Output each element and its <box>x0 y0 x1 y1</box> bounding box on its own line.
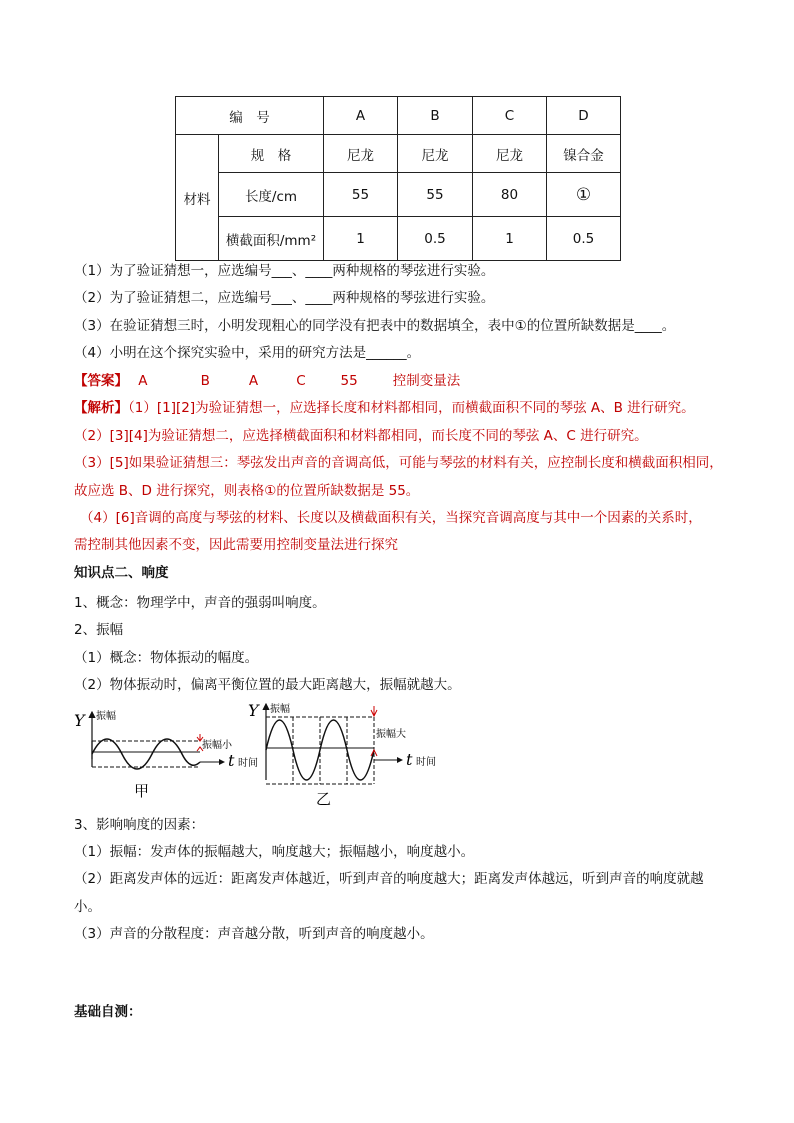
self-test-title: 基础自测： <box>74 1004 142 1020</box>
question-4: （4）小明在这个探究实验中，采用的研究方法是______。 <box>74 345 421 361</box>
knowledge-line: 1、概念：物理学中，声音的强弱叫响度。 <box>74 595 326 611</box>
factor-line: 3、影响响度的因素： <box>74 817 205 833</box>
row-label-length: 长度/cm <box>219 173 324 217</box>
table-cell: 0.5 <box>398 217 473 261</box>
section-title: 知识点二、响度 <box>74 565 169 581</box>
string-spec-table <box>175 96 621 261</box>
t-axis-label: t <box>228 751 235 770</box>
col-header-a: A <box>324 97 398 135</box>
knowledge-line: （1）概念：物体振动的幅度。 <box>74 650 259 666</box>
analysis-label: 【解析】 <box>74 400 128 416</box>
analysis-line-2: （2）[3][4]为验证猜想二，应选择横截面积和材料都相同，而长度不同的琴弦 A、C 进行研究。 <box>74 428 648 444</box>
answer-item: 控制变量法 <box>392 373 461 389</box>
amplitude-large-diagram <box>246 700 442 810</box>
material-group-label: 材料 <box>176 135 219 261</box>
factor-line: 小。 <box>74 899 101 915</box>
answer-item: B <box>200 373 210 389</box>
table-cell: 尼龙 <box>324 135 398 173</box>
y-axis-label: Y <box>248 701 259 720</box>
row-label-area: 横截面积/mm² <box>219 217 324 261</box>
amplitude-label: 振幅 <box>96 711 116 722</box>
question-2: （2）为了验证猜想二，应选编号___、____两种规格的琴弦进行实验。 <box>74 290 495 306</box>
answer-item: A <box>248 373 259 389</box>
amplitude-small-diagram <box>72 704 258 804</box>
table-cell: 80 <box>473 173 547 217</box>
table-cell: 55 <box>324 173 398 217</box>
table-cell: 1 <box>324 217 398 261</box>
question-1: （1）为了验证猜想一，应选编号___、____两种规格的琴弦进行实验。 <box>74 263 495 279</box>
table-cell: 尼龙 <box>398 135 473 173</box>
knowledge-line: 2、振幅 <box>74 622 124 638</box>
caption: 乙 <box>316 790 332 808</box>
table-header-label: 编 号 <box>176 97 324 135</box>
row-label-spec: 规 格 <box>219 135 324 173</box>
analysis-line-6: 需控制其他因素不变，因此需要用控制变量法进行探究 <box>74 537 398 553</box>
col-header-d: D <box>547 97 621 135</box>
table-cell: 1 <box>473 217 547 261</box>
y-axis-label: Y <box>74 711 85 730</box>
analysis-line-4: 故应选 B、D 进行探究，则表格①的位置所缺数据是 55。 <box>74 483 420 499</box>
analysis-line-5: （4）[6]音调的高度与琴弦的材料、长度以及横截面积有关，当探究音调高度与其中一个因素的关系时， <box>80 510 702 526</box>
knowledge-line: （2）物体振动时，偏离平衡位置的最大距离越大，振幅就越大。 <box>74 677 461 693</box>
t-axis-label: t <box>406 750 413 769</box>
caption: 甲 <box>134 782 150 800</box>
question-3: （3）在验证猜想三时，小明发现粗心的同学没有把表中的数据填全，表中①的位置所缺数据是____。 <box>74 318 676 334</box>
factor-line: （2）距离发声体的远近：距离发声体越近，听到声音的响度越大；距离发声体越远，听到声音的响度就越 <box>74 871 704 887</box>
table-cell: 55 <box>398 173 473 217</box>
answer-label: 【答案】 <box>74 373 128 389</box>
table-cell: 镍合金 <box>547 135 621 173</box>
time-label: 时间 <box>416 757 436 768</box>
time-label: 时间 <box>238 758 258 769</box>
side-label: 振幅大 <box>376 729 406 740</box>
col-header-c: C <box>473 97 547 135</box>
answer-item: 55 <box>340 373 358 389</box>
answer-line <box>74 371 460 391</box>
col-header-b: B <box>398 97 473 135</box>
answer-item: A <box>138 373 148 389</box>
side-label: 振幅小 <box>202 740 232 751</box>
factor-line: （3）声音的分散程度：声音越分散，听到声音的响度越小。 <box>74 926 434 942</box>
analysis-line-1: 【解析】（1）[1][2]为验证猜想一，应选择长度和材料都相同，而横截面积不同的琴弦 A、B 进行研究。 <box>74 400 695 416</box>
small-wave <box>92 739 200 769</box>
factor-line: （1）振幅：发声体的振幅越大，响度越大；振幅越小，响度越小。 <box>74 844 475 860</box>
table-cell: ① <box>547 173 621 217</box>
amplitude-label: 振幅 <box>270 704 290 715</box>
answer-item: C <box>296 373 306 389</box>
analysis-line-3: （3）[5]如果验证猜想三：琴弦发出声音的音调高低，可能与琴弦的材料有关，应控制长度和横截面积相同， <box>74 455 723 471</box>
table-cell: 0.5 <box>547 217 621 261</box>
table-cell: 尼龙 <box>473 135 547 173</box>
